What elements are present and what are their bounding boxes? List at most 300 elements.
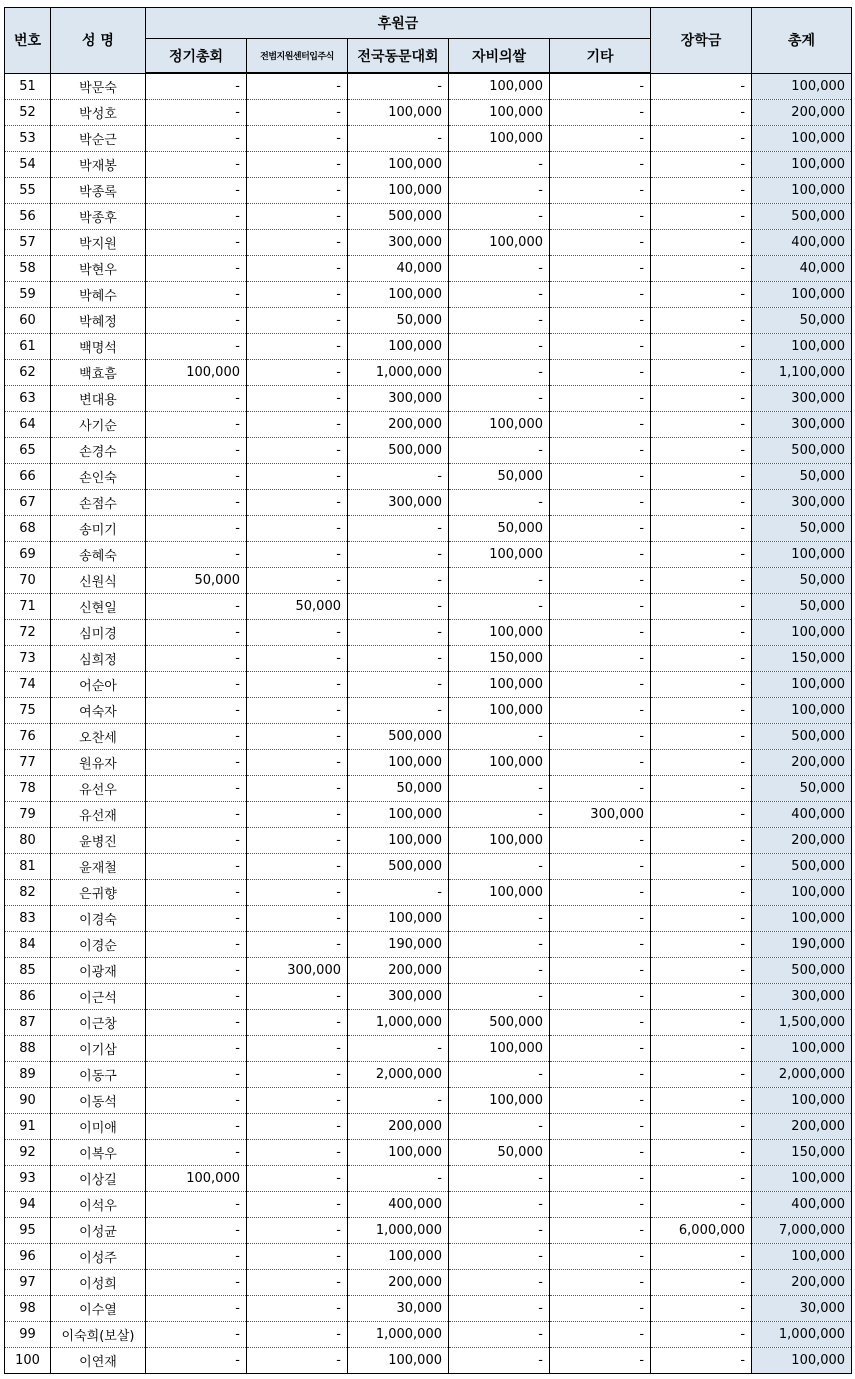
cell-center-opening: - bbox=[247, 334, 348, 360]
table-row bbox=[5, 750, 852, 776]
table-row bbox=[5, 230, 852, 256]
cell-name: 이미애 bbox=[51, 1114, 146, 1140]
cell-mercy-rice: - bbox=[449, 490, 550, 516]
cell-total: 500,000 bbox=[752, 854, 852, 880]
cell-total: 300,000 bbox=[752, 490, 852, 516]
cell-name: 박종후 bbox=[51, 204, 146, 230]
cell-total: 200,000 bbox=[752, 1270, 852, 1296]
cell-scholarship: - bbox=[651, 438, 752, 464]
cell-no: 71 bbox=[5, 594, 51, 620]
cell-center-opening: - bbox=[247, 386, 348, 412]
cell-other: - bbox=[550, 412, 651, 438]
cell-alumni-meeting: 300,000 bbox=[348, 984, 449, 1010]
cell-regular-meeting: - bbox=[146, 672, 247, 698]
cell-other: - bbox=[550, 542, 651, 568]
cell-mercy-rice: - bbox=[449, 178, 550, 204]
table-row bbox=[5, 1036, 852, 1062]
cell-alumni-meeting: 100,000 bbox=[348, 100, 449, 126]
cell-scholarship: - bbox=[651, 204, 752, 230]
table-row bbox=[5, 1192, 852, 1218]
cell-total: 100,000 bbox=[752, 1036, 852, 1062]
cell-scholarship: - bbox=[651, 880, 752, 906]
cell-mercy-rice: 500,000 bbox=[449, 1010, 550, 1036]
cell-center-opening: - bbox=[247, 1296, 348, 1322]
cell-other: - bbox=[550, 984, 651, 1010]
cell-regular-meeting: - bbox=[146, 776, 247, 802]
cell-total: 40,000 bbox=[752, 256, 852, 282]
cell-scholarship: - bbox=[651, 464, 752, 490]
cell-center-opening: - bbox=[247, 984, 348, 1010]
cell-regular-meeting: 100,000 bbox=[146, 1166, 247, 1192]
cell-regular-meeting: - bbox=[146, 1192, 247, 1218]
cell-total: 1,100,000 bbox=[752, 360, 852, 386]
cell-regular-meeting: 50,000 bbox=[146, 568, 247, 594]
cell-name: 이성주 bbox=[51, 1244, 146, 1270]
cell-other: - bbox=[550, 1088, 651, 1114]
cell-other: - bbox=[550, 1296, 651, 1322]
cell-alumni-meeting: 100,000 bbox=[348, 282, 449, 308]
cell-no: 93 bbox=[5, 1166, 51, 1192]
cell-alumni-meeting: - bbox=[348, 1166, 449, 1192]
cell-total: 400,000 bbox=[752, 1192, 852, 1218]
cell-name: 손경수 bbox=[51, 438, 146, 464]
cell-name: 이연재 bbox=[51, 1348, 146, 1374]
cell-alumni-meeting: - bbox=[348, 73, 449, 100]
cell-other: - bbox=[550, 828, 651, 854]
cell-other: - bbox=[550, 1114, 651, 1140]
cell-center-opening: - bbox=[247, 750, 348, 776]
cell-center-opening: - bbox=[247, 880, 348, 906]
cell-other: - bbox=[550, 1270, 651, 1296]
cell-scholarship: - bbox=[651, 1192, 752, 1218]
table-row bbox=[5, 880, 852, 906]
cell-no: 92 bbox=[5, 1140, 51, 1166]
cell-total: 100,000 bbox=[752, 1348, 852, 1374]
cell-regular-meeting: - bbox=[146, 412, 247, 438]
cell-regular-meeting: 100,000 bbox=[146, 360, 247, 386]
cell-alumni-meeting: - bbox=[348, 698, 449, 724]
cell-name: 이성희 bbox=[51, 1270, 146, 1296]
cell-total: 400,000 bbox=[752, 802, 852, 828]
cell-alumni-meeting: 50,000 bbox=[348, 308, 449, 334]
cell-mercy-rice: - bbox=[449, 776, 550, 802]
cell-center-opening: - bbox=[247, 698, 348, 724]
cell-no: 73 bbox=[5, 646, 51, 672]
cell-scholarship: - bbox=[651, 73, 752, 100]
cell-name: 박종록 bbox=[51, 178, 146, 204]
cell-mercy-rice: - bbox=[449, 906, 550, 932]
header-center-opening: 전범지원센터입주식 bbox=[247, 39, 348, 74]
cell-mercy-rice: - bbox=[449, 1114, 550, 1140]
cell-scholarship: - bbox=[651, 1114, 752, 1140]
table-row bbox=[5, 256, 852, 282]
cell-scholarship: - bbox=[651, 178, 752, 204]
cell-other: - bbox=[550, 620, 651, 646]
cell-no: 97 bbox=[5, 1270, 51, 1296]
cell-scholarship: - bbox=[651, 1010, 752, 1036]
cell-no: 77 bbox=[5, 750, 51, 776]
cell-center-opening: - bbox=[247, 256, 348, 282]
cell-scholarship: - bbox=[651, 568, 752, 594]
cell-center-opening: - bbox=[247, 73, 348, 100]
cell-scholarship: - bbox=[651, 386, 752, 412]
cell-other: - bbox=[550, 256, 651, 282]
table-row bbox=[5, 126, 852, 152]
cell-no: 80 bbox=[5, 828, 51, 854]
cell-name: 변대용 bbox=[51, 386, 146, 412]
cell-center-opening: - bbox=[247, 672, 348, 698]
cell-scholarship: - bbox=[651, 750, 752, 776]
cell-no: 66 bbox=[5, 464, 51, 490]
cell-regular-meeting: - bbox=[146, 880, 247, 906]
cell-center-opening: - bbox=[247, 516, 348, 542]
cell-scholarship: - bbox=[651, 256, 752, 282]
cell-center-opening: - bbox=[247, 776, 348, 802]
cell-no: 98 bbox=[5, 1296, 51, 1322]
cell-center-opening: - bbox=[247, 204, 348, 230]
cell-name: 윤재철 bbox=[51, 854, 146, 880]
cell-no: 79 bbox=[5, 802, 51, 828]
cell-scholarship: - bbox=[651, 698, 752, 724]
cell-other: - bbox=[550, 100, 651, 126]
cell-total: 50,000 bbox=[752, 776, 852, 802]
cell-regular-meeting: - bbox=[146, 1296, 247, 1322]
cell-name: 이경숙 bbox=[51, 906, 146, 932]
cell-scholarship: - bbox=[651, 334, 752, 360]
cell-alumni-meeting: - bbox=[348, 594, 449, 620]
cell-name: 어순아 bbox=[51, 672, 146, 698]
cell-total: 100,000 bbox=[752, 1088, 852, 1114]
cell-no: 76 bbox=[5, 724, 51, 750]
cell-name: 이복우 bbox=[51, 1140, 146, 1166]
table-row bbox=[5, 672, 852, 698]
header-scholarship: 장학금 bbox=[651, 8, 752, 74]
header-other: 기타 bbox=[550, 39, 651, 74]
cell-mercy-rice: - bbox=[449, 1322, 550, 1348]
table-row bbox=[5, 568, 852, 594]
cell-center-opening: - bbox=[247, 568, 348, 594]
cell-no: 69 bbox=[5, 542, 51, 568]
table-row bbox=[5, 360, 852, 386]
cell-no: 68 bbox=[5, 516, 51, 542]
cell-center-opening: - bbox=[247, 1036, 348, 1062]
cell-name: 원유자 bbox=[51, 750, 146, 776]
cell-alumni-meeting: 100,000 bbox=[348, 906, 449, 932]
cell-no: 89 bbox=[5, 1062, 51, 1088]
cell-center-opening: - bbox=[247, 490, 348, 516]
cell-center-opening: - bbox=[247, 464, 348, 490]
cell-alumni-meeting: 300,000 bbox=[348, 230, 449, 256]
cell-mercy-rice: - bbox=[449, 568, 550, 594]
cell-mercy-rice: - bbox=[449, 1348, 550, 1374]
cell-regular-meeting: - bbox=[146, 958, 247, 984]
cell-center-opening: - bbox=[247, 1218, 348, 1244]
cell-mercy-rice: - bbox=[449, 594, 550, 620]
cell-name: 신원식 bbox=[51, 568, 146, 594]
cell-total: 150,000 bbox=[752, 646, 852, 672]
cell-other: - bbox=[550, 438, 651, 464]
cell-other: - bbox=[550, 1010, 651, 1036]
cell-mercy-rice: 100,000 bbox=[449, 230, 550, 256]
cell-no: 99 bbox=[5, 1322, 51, 1348]
table-row bbox=[5, 620, 852, 646]
cell-mercy-rice: - bbox=[449, 1062, 550, 1088]
cell-regular-meeting: - bbox=[146, 594, 247, 620]
cell-mercy-rice: 100,000 bbox=[449, 100, 550, 126]
cell-scholarship: - bbox=[651, 984, 752, 1010]
cell-alumni-meeting: 190,000 bbox=[348, 932, 449, 958]
cell-scholarship: - bbox=[651, 1062, 752, 1088]
cell-other: - bbox=[550, 360, 651, 386]
cell-mercy-rice: - bbox=[449, 386, 550, 412]
cell-alumni-meeting: - bbox=[348, 1088, 449, 1114]
table-row bbox=[5, 308, 852, 334]
cell-mercy-rice: - bbox=[449, 334, 550, 360]
cell-no: 70 bbox=[5, 568, 51, 594]
cell-name: 이숙희(보살) bbox=[51, 1322, 146, 1348]
cell-alumni-meeting: - bbox=[348, 1036, 449, 1062]
cell-alumni-meeting: 40,000 bbox=[348, 256, 449, 282]
cell-mercy-rice: 150,000 bbox=[449, 646, 550, 672]
cell-no: 83 bbox=[5, 906, 51, 932]
table-row bbox=[5, 802, 852, 828]
cell-center-opening: - bbox=[247, 854, 348, 880]
cell-name: 유선재 bbox=[51, 802, 146, 828]
cell-no: 90 bbox=[5, 1088, 51, 1114]
cell-total: 200,000 bbox=[752, 750, 852, 776]
cell-name: 이근창 bbox=[51, 1010, 146, 1036]
cell-scholarship: - bbox=[651, 828, 752, 854]
cell-mercy-rice: 100,000 bbox=[449, 750, 550, 776]
table-row bbox=[5, 1348, 852, 1374]
cell-scholarship: - bbox=[651, 854, 752, 880]
cell-other: 300,000 bbox=[550, 802, 651, 828]
cell-mercy-rice: - bbox=[449, 958, 550, 984]
cell-scholarship: - bbox=[651, 594, 752, 620]
cell-other: - bbox=[550, 1322, 651, 1348]
cell-scholarship: - bbox=[651, 906, 752, 932]
cell-alumni-meeting: 200,000 bbox=[348, 412, 449, 438]
cell-center-opening: - bbox=[247, 802, 348, 828]
cell-center-opening: - bbox=[247, 152, 348, 178]
cell-name: 송미기 bbox=[51, 516, 146, 542]
cell-center-opening: - bbox=[247, 828, 348, 854]
cell-alumni-meeting: - bbox=[348, 880, 449, 906]
cell-scholarship: - bbox=[651, 802, 752, 828]
table-row bbox=[5, 594, 852, 620]
cell-alumni-meeting: 200,000 bbox=[348, 1270, 449, 1296]
cell-alumni-meeting: 100,000 bbox=[348, 750, 449, 776]
cell-alumni-meeting: 1,000,000 bbox=[348, 360, 449, 386]
cell-other: - bbox=[550, 776, 651, 802]
cell-other: - bbox=[550, 698, 651, 724]
cell-mercy-rice: 100,000 bbox=[449, 620, 550, 646]
cell-regular-meeting: - bbox=[146, 802, 247, 828]
cell-regular-meeting: - bbox=[146, 386, 247, 412]
cell-name: 신현일 bbox=[51, 594, 146, 620]
cell-total: 400,000 bbox=[752, 230, 852, 256]
table-header bbox=[5, 8, 852, 74]
cell-name: 백명석 bbox=[51, 334, 146, 360]
cell-regular-meeting: - bbox=[146, 698, 247, 724]
cell-center-opening: - bbox=[247, 308, 348, 334]
cell-regular-meeting: - bbox=[146, 1322, 247, 1348]
cell-alumni-meeting: - bbox=[348, 126, 449, 152]
cell-mercy-rice: 50,000 bbox=[449, 1140, 550, 1166]
table-row bbox=[5, 152, 852, 178]
cell-alumni-meeting: - bbox=[348, 568, 449, 594]
cell-scholarship: - bbox=[651, 724, 752, 750]
cell-no: 56 bbox=[5, 204, 51, 230]
cell-regular-meeting: - bbox=[146, 828, 247, 854]
cell-mercy-rice: 100,000 bbox=[449, 73, 550, 100]
cell-no: 100 bbox=[5, 1348, 51, 1374]
cell-center-opening: - bbox=[247, 906, 348, 932]
cell-center-opening: - bbox=[247, 1010, 348, 1036]
header-no: 번호 bbox=[5, 8, 51, 74]
cell-total: 300,000 bbox=[752, 386, 852, 412]
cell-total: 100,000 bbox=[752, 334, 852, 360]
cell-no: 63 bbox=[5, 386, 51, 412]
cell-other: - bbox=[550, 1062, 651, 1088]
table-row bbox=[5, 386, 852, 412]
cell-alumni-meeting: 50,000 bbox=[348, 776, 449, 802]
table-row bbox=[5, 490, 852, 516]
cell-total: 300,000 bbox=[752, 412, 852, 438]
cell-scholarship: - bbox=[651, 412, 752, 438]
cell-mercy-rice: 100,000 bbox=[449, 880, 550, 906]
cell-name: 박성호 bbox=[51, 100, 146, 126]
table-row bbox=[5, 854, 852, 880]
cell-regular-meeting: - bbox=[146, 1140, 247, 1166]
cell-total: 50,000 bbox=[752, 464, 852, 490]
cell-alumni-meeting: - bbox=[348, 672, 449, 698]
cell-regular-meeting: - bbox=[146, 516, 247, 542]
cell-scholarship: - bbox=[651, 152, 752, 178]
cell-other: - bbox=[550, 282, 651, 308]
cell-mercy-rice: 100,000 bbox=[449, 542, 550, 568]
cell-other: - bbox=[550, 464, 651, 490]
cell-other: - bbox=[550, 1036, 651, 1062]
cell-mercy-rice: 50,000 bbox=[449, 516, 550, 542]
cell-regular-meeting: - bbox=[146, 178, 247, 204]
cell-no: 86 bbox=[5, 984, 51, 1010]
cell-center-opening: - bbox=[247, 1322, 348, 1348]
cell-regular-meeting: - bbox=[146, 1348, 247, 1374]
cell-mercy-rice: - bbox=[449, 854, 550, 880]
cell-mercy-rice: - bbox=[449, 152, 550, 178]
cell-mercy-rice: - bbox=[449, 984, 550, 1010]
cell-alumni-meeting: 100,000 bbox=[348, 152, 449, 178]
table-row bbox=[5, 73, 852, 100]
table-row bbox=[5, 646, 852, 672]
cell-name: 이경순 bbox=[51, 932, 146, 958]
cell-center-opening: - bbox=[247, 360, 348, 386]
cell-scholarship: - bbox=[651, 1088, 752, 1114]
cell-name: 박문숙 bbox=[51, 73, 146, 100]
cell-no: 62 bbox=[5, 360, 51, 386]
cell-scholarship: - bbox=[651, 126, 752, 152]
cell-regular-meeting: - bbox=[146, 308, 247, 334]
cell-alumni-meeting: 1,000,000 bbox=[348, 1010, 449, 1036]
cell-scholarship: - bbox=[651, 932, 752, 958]
cell-center-opening: - bbox=[247, 1140, 348, 1166]
cell-total: 200,000 bbox=[752, 1114, 852, 1140]
cell-center-opening: 50,000 bbox=[247, 594, 348, 620]
table-body bbox=[5, 73, 852, 1374]
cell-regular-meeting: - bbox=[146, 204, 247, 230]
cell-name: 손점수 bbox=[51, 490, 146, 516]
cell-name: 심미경 bbox=[51, 620, 146, 646]
cell-no: 52 bbox=[5, 100, 51, 126]
cell-scholarship: - bbox=[651, 1036, 752, 1062]
cell-center-opening: - bbox=[247, 542, 348, 568]
cell-alumni-meeting: - bbox=[348, 646, 449, 672]
cell-name: 박혜정 bbox=[51, 308, 146, 334]
cell-total: 2,000,000 bbox=[752, 1062, 852, 1088]
cell-center-opening: - bbox=[247, 1088, 348, 1114]
cell-regular-meeting: - bbox=[146, 490, 247, 516]
cell-other: - bbox=[550, 958, 651, 984]
cell-other: - bbox=[550, 906, 651, 932]
header-alumni-meeting: 전국동문대회 bbox=[348, 39, 449, 74]
cell-total: 100,000 bbox=[752, 672, 852, 698]
table-row bbox=[5, 282, 852, 308]
cell-total: 500,000 bbox=[752, 958, 852, 984]
cell-other: - bbox=[550, 126, 651, 152]
cell-center-opening: - bbox=[247, 178, 348, 204]
cell-total: 1,000,000 bbox=[752, 1322, 852, 1348]
cell-total: 100,000 bbox=[752, 152, 852, 178]
cell-name: 이기삼 bbox=[51, 1036, 146, 1062]
cell-other: - bbox=[550, 334, 651, 360]
cell-no: 82 bbox=[5, 880, 51, 906]
cell-alumni-meeting: 100,000 bbox=[348, 802, 449, 828]
cell-name: 은귀향 bbox=[51, 880, 146, 906]
cell-name: 이동석 bbox=[51, 1088, 146, 1114]
cell-center-opening: - bbox=[247, 646, 348, 672]
cell-regular-meeting: - bbox=[146, 620, 247, 646]
cell-scholarship: - bbox=[651, 308, 752, 334]
cell-alumni-meeting: - bbox=[348, 516, 449, 542]
cell-mercy-rice: - bbox=[449, 360, 550, 386]
cell-center-opening: - bbox=[247, 1192, 348, 1218]
cell-no: 57 bbox=[5, 230, 51, 256]
cell-other: - bbox=[550, 178, 651, 204]
cell-no: 72 bbox=[5, 620, 51, 646]
cell-no: 55 bbox=[5, 178, 51, 204]
cell-name: 박순근 bbox=[51, 126, 146, 152]
cell-mercy-rice: 100,000 bbox=[449, 1036, 550, 1062]
cell-no: 88 bbox=[5, 1036, 51, 1062]
table-row bbox=[5, 412, 852, 438]
cell-mercy-rice: - bbox=[449, 1296, 550, 1322]
cell-center-opening: - bbox=[247, 620, 348, 646]
cell-name: 이근석 bbox=[51, 984, 146, 1010]
cell-other: - bbox=[550, 1348, 651, 1374]
cell-other: - bbox=[550, 386, 651, 412]
cell-alumni-meeting: 100,000 bbox=[348, 1348, 449, 1374]
cell-no: 60 bbox=[5, 308, 51, 334]
cell-alumni-meeting: 100,000 bbox=[348, 1140, 449, 1166]
cell-name: 오찬세 bbox=[51, 724, 146, 750]
cell-total: 7,000,000 bbox=[752, 1218, 852, 1244]
table-row bbox=[5, 100, 852, 126]
cell-mercy-rice: - bbox=[449, 256, 550, 282]
cell-mercy-rice: - bbox=[449, 438, 550, 464]
table-row bbox=[5, 724, 852, 750]
header-mercy-rice: 자비의쌀 bbox=[449, 39, 550, 74]
